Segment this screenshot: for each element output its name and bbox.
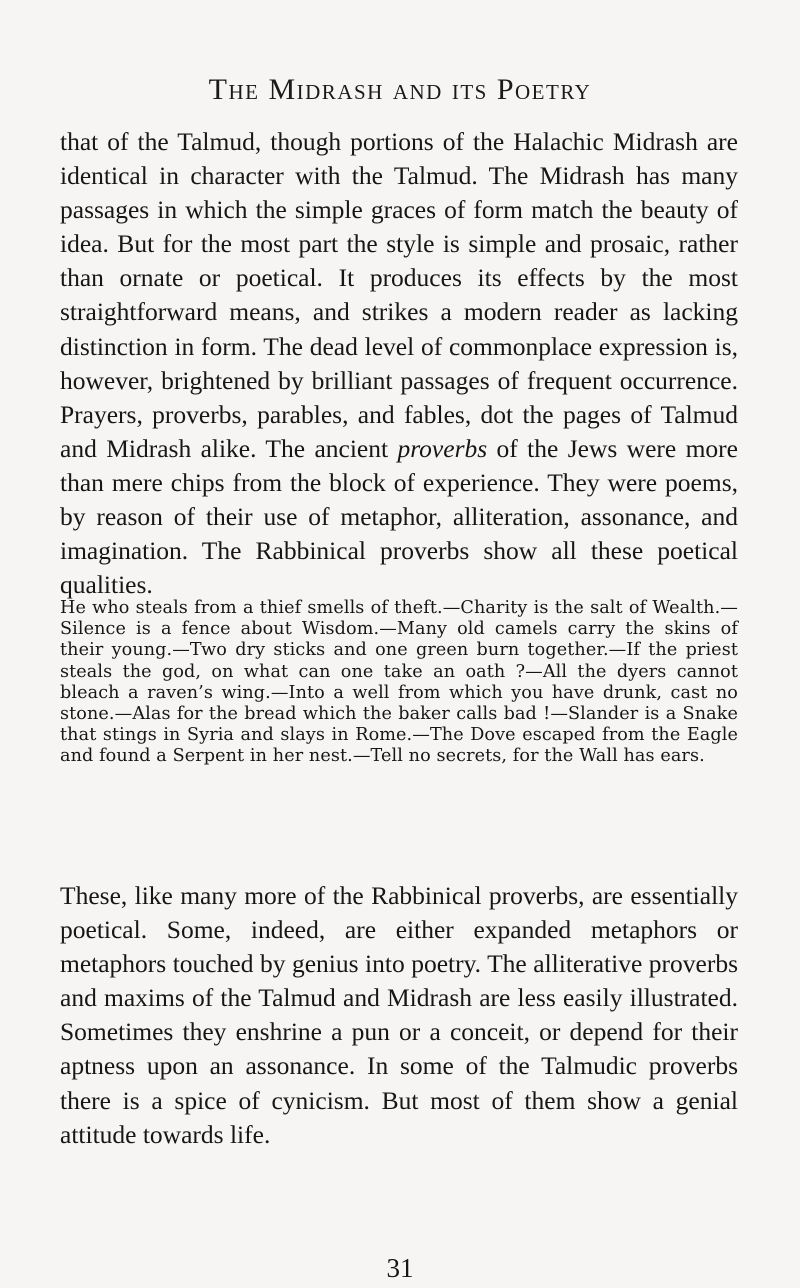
paragraph-1-text-b: of the Jews were more than mere chips from the block of experience. They were poems, by reason of their use of metaphor, alliteration, assonance, and imagination. The Rabbinical proverbs show all these poetical qualities. xyxy=(60,433,738,600)
running-head: The Midrash and its Poetry xyxy=(208,73,592,106)
proverbs-block: He who steals from a thief smells of theft.—Charity is the salt of Wealth.—Silence is a fence about Wisdom.—Many old camels carry the skins of their young.—Two dry sticks and one green burn together.—If the priest steals the god, on what can one take an oath ?—All the dyers cannot bleach a raven’s wing.—Into a well from which you have drunk, cast no stone.—Alas for the bread which the baker calls bad !—Slander is a Snake that stings in Syria and slays in Rome.—The Dove escaped from the Eagle and found a Serpent in her nest.—Tell no secrets, for the Wall has ears. xyxy=(60,598,738,767)
paragraph-1-text-a: that of the Talmud, though portions of the Halachic Midrash are identical in character with the Talmud. The Midrash has many passages in which the simple graces of form match the beauty of idea. But for the most part the style is simple and prosaic, rather than ornate or poetical. It produces its effects by the most straightforward means, and strikes a modern reader as lacking distinction in form. The dead level of commonplace expression is, however, brightened by brilliant passages of frequent occurrence. Prayers, proverbs, parables, and fables, dot the pages of Talmud and Midrash alike. The ancient xyxy=(60,127,738,463)
paragraph-1-italic-word: proverbs xyxy=(397,433,488,463)
body-paragraph-2: These, like many more of the Rabbinical proverbs, are essentially poetical. Some, indeed, are either expanded metaphors or metaphors touched by genius into poetry. The alliterative proverbs and maxims of the Talmud and Midrash are less easily illustrated. Sometimes they enshrine a pun or a conceit, or depend for their aptness upon an assonance. In some of the Talmudic proverbs there is a spice of cynicism. But most of them show a genial attitude towards life. xyxy=(60,881,738,1149)
page-number: 31 xyxy=(386,1253,414,1283)
body-paragraph-1 xyxy=(60,125,738,602)
